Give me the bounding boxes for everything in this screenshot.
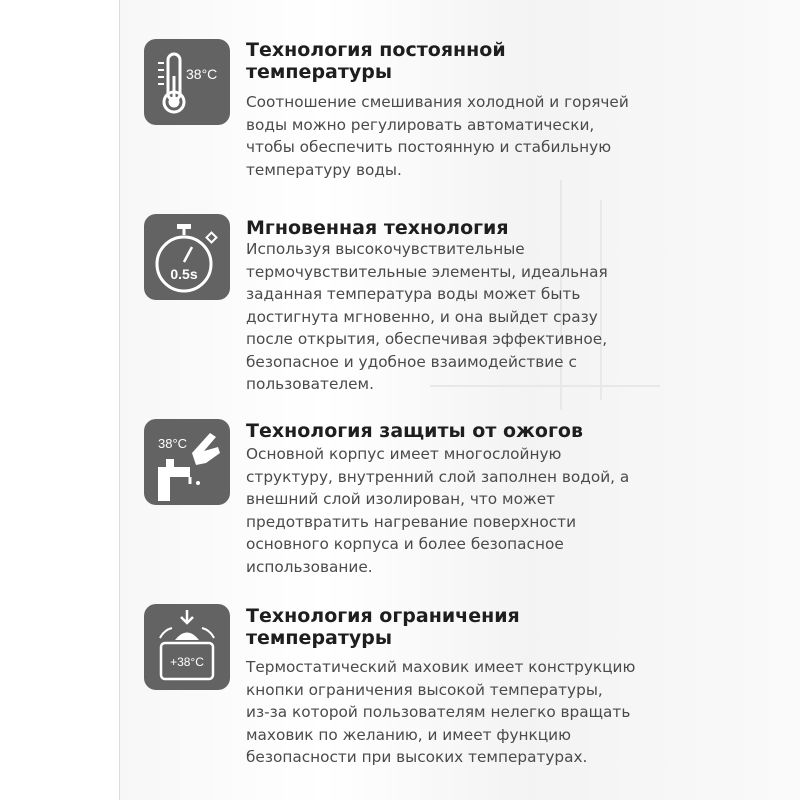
icon-label: 0.5s: [170, 266, 198, 282]
feature-title: Мгновенная технология: [246, 217, 509, 239]
feature-description: Используя высокочувствительные термочувствительные элементы, идеальная заданная температура воды может быть достигнута мгновенно, и она выйдет сразу после открытия, обеспечивая эффективное, безопасное и удобное взаимодействие с пользователем.: [246, 240, 608, 393]
feature-title: Технология постоянной температуры: [246, 39, 506, 83]
feature-description: Основной корпус имеет многослойную структуру, внутренний слой заполнен водой, а внешний слой изолирован, что может предотвратить нагревание поверхности основного корпуса и более безопасное использование.: [246, 445, 630, 576]
icon-label: 38°C: [158, 436, 188, 451]
icon-label: 38°C: [186, 66, 218, 82]
feature-description: Термостатический маховик имеет конструкцию кнопки ограничения высокой температуры, из-за которой пользователям нелегко вращать маховик по желанию, и имеет функцию безопасности при высоких температурах.: [246, 658, 636, 766]
feature-description: Соотношение смешивания холодной и горячей воды можно регулировать автоматически, чтобы обеспечить постоянную и стабильную температуру воды.: [246, 93, 629, 179]
temperature-limit-knob-icon: [144, 604, 230, 690]
feature-title: Технология ограничения температуры: [246, 605, 520, 649]
thermometer-icon: [144, 39, 230, 125]
panel-edge: [119, 0, 120, 800]
faucet-hand-icon: [144, 419, 230, 505]
feature-title: Технология защиты от ожогов: [246, 420, 583, 442]
icon-label: +38°C: [170, 655, 204, 669]
stopwatch-icon: [144, 214, 230, 300]
